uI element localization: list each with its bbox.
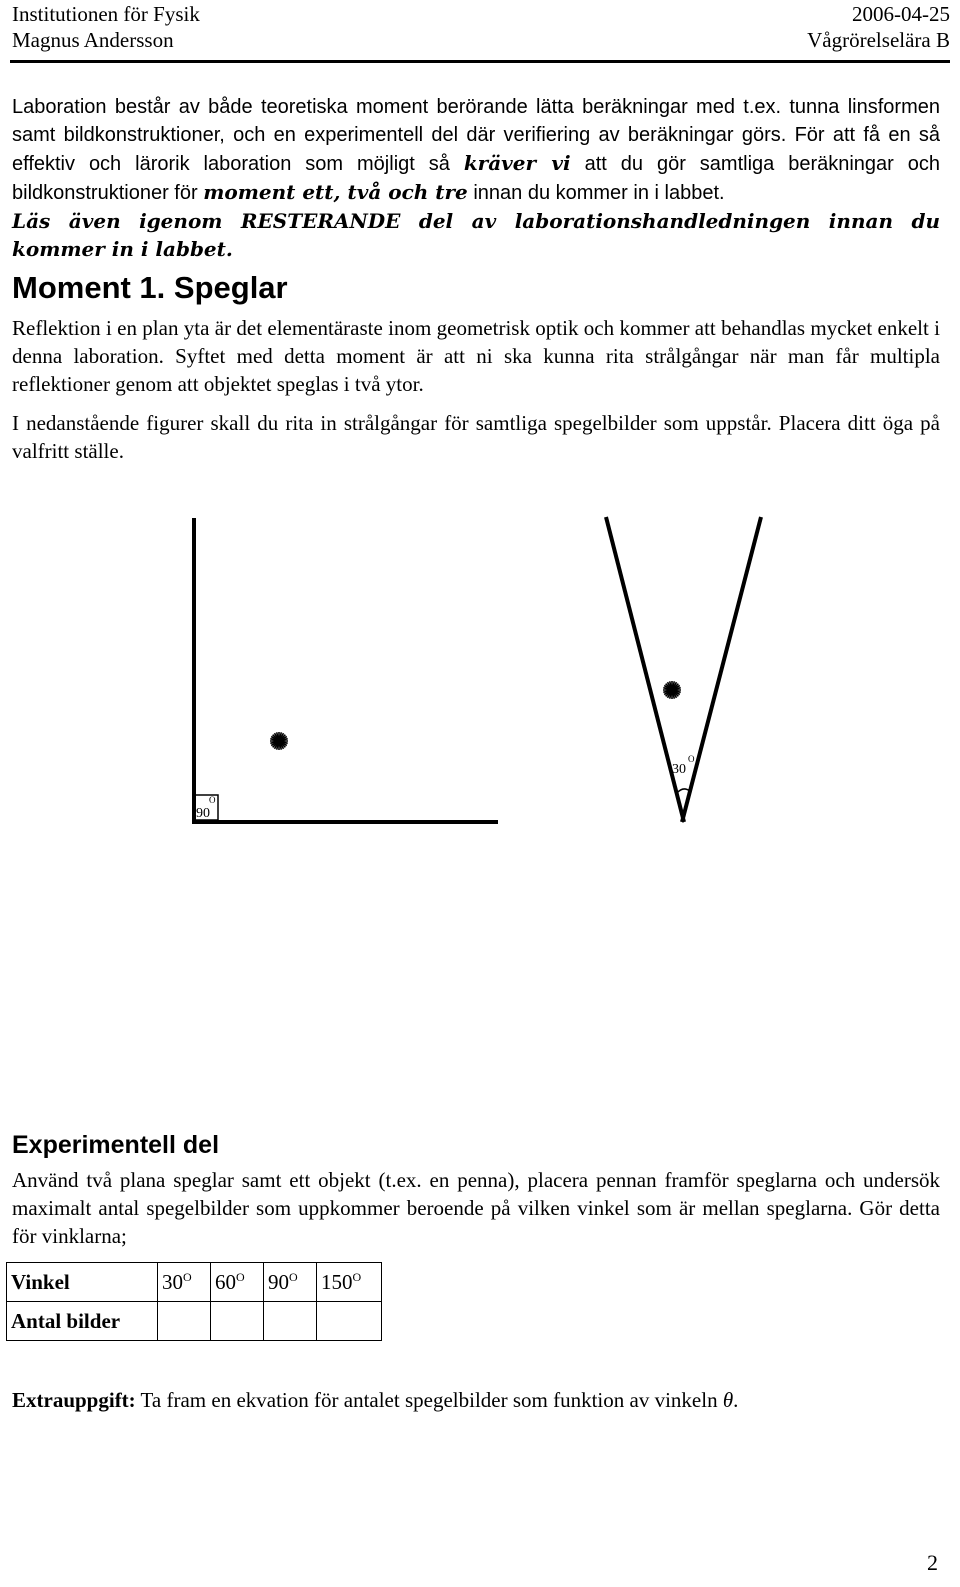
table-cell-empty[interactable] xyxy=(317,1302,382,1341)
header-course: Vågrörelselära B xyxy=(807,28,950,52)
angle-value: 150 xyxy=(321,1269,353,1294)
figure-perpendicular-mirrors xyxy=(192,518,498,823)
degree-mark-90: O xyxy=(209,795,216,805)
table-row-count xyxy=(7,1302,382,1341)
table-row-angle xyxy=(7,1263,382,1302)
angle-label-90: 90 xyxy=(196,806,210,821)
intro-emphasis-2: moment ett, två och tre xyxy=(203,180,468,204)
table-cell-angle xyxy=(317,1263,382,1302)
extra-end: . xyxy=(733,1388,739,1412)
theta-symbol: θ xyxy=(722,1388,734,1412)
extra-task xyxy=(12,1386,940,1414)
header-institution: Institutionen för Fysik xyxy=(12,2,200,26)
angle-value: 60 xyxy=(215,1269,236,1294)
moment1-paragraph-2: I nedanstående figurer skall du rita in strålgångar för samtliga spegelbilder som uppstår. Placera ditt öga på valfritt ställe. xyxy=(12,411,940,463)
table-cell-empty[interactable] xyxy=(158,1302,211,1341)
table-cell-empty[interactable] xyxy=(211,1302,264,1341)
table-cell-empty[interactable] xyxy=(264,1302,317,1341)
angle-value: 30 xyxy=(162,1269,183,1294)
table-cell-angle xyxy=(158,1263,211,1302)
right-angled-mirror xyxy=(682,517,761,822)
intro-text-3: att du gör samtliga beräkningar och bildkonstruktioner för xyxy=(12,153,941,204)
angle-value: 90 xyxy=(268,1269,289,1294)
extra-text: Ta fram en ekvation för antalet spegelbilder som funktion av vinkeln xyxy=(135,1388,723,1412)
intro-warning: Läs även igenom RESTERANDE del av laborationshandledningen innan du kommer in i labbet. xyxy=(12,209,940,261)
degree-mark: O xyxy=(352,1269,362,1284)
intro-text-2: För att få en så effektiv och lärorik laboration som möjligt så xyxy=(12,124,940,175)
figure-angled-mirrors xyxy=(606,517,761,822)
header-author: Magnus Andersson xyxy=(12,28,174,52)
moment1-heading: Moment 1. Speglar xyxy=(12,270,288,305)
table-label-vinkel: Vinkel xyxy=(7,1263,158,1302)
table-cell-angle xyxy=(211,1263,264,1302)
object-star-right xyxy=(663,681,681,699)
table-label-antal-bilder: Antal bilder xyxy=(7,1302,158,1341)
degree-mark-30: O xyxy=(688,754,695,764)
intro-text-4: innan du kommer in i labbet. xyxy=(467,182,725,204)
intro-emphasis-1: kräver vi xyxy=(463,151,571,175)
degree-mark: O xyxy=(183,1269,192,1284)
table-cell-angle xyxy=(264,1263,317,1302)
object-star-left xyxy=(270,732,288,750)
degree-mark: O xyxy=(236,1269,245,1284)
experimental-paragraph: Använd två plana speglar samt ett objekt (t.ex. en penna), placera pennan framför speglarna och undersök maximalt antal spegelbilder som uppkommer beroende på vilken vinkel som är mellan speglarna. Gör detta för vinklarna; xyxy=(12,1168,940,1248)
star-center xyxy=(276,738,282,744)
star-center xyxy=(669,687,675,693)
angle-label-30: 30 xyxy=(672,762,686,777)
header-date: 2006-04-25 xyxy=(852,2,950,26)
degree-mark: O xyxy=(289,1269,298,1284)
moment1-paragraph-1: Reflektion i en plan yta är det elementäraste inom geometrisk optik och kommer att behandlas mycket enkelt i denna laboration. Syftet med detta moment är att ni ska kunna rita strålgångar när man får multipla reflektioner genom att objektet speglas i två ytor. xyxy=(12,316,940,396)
extra-label: Extrauppgift: xyxy=(12,1388,136,1412)
page-number: 2 xyxy=(927,1550,938,1575)
angle-table xyxy=(6,1262,382,1341)
experimental-heading: Experimentell del xyxy=(12,1131,220,1159)
intro-text: Laboration består av både teoretiska moment berörande lätta beräkningar med t.ex. tunna linsformen samt bildkonstruktioner, och en experimentell del där verifiering av beräkningar görs. xyxy=(12,96,940,146)
